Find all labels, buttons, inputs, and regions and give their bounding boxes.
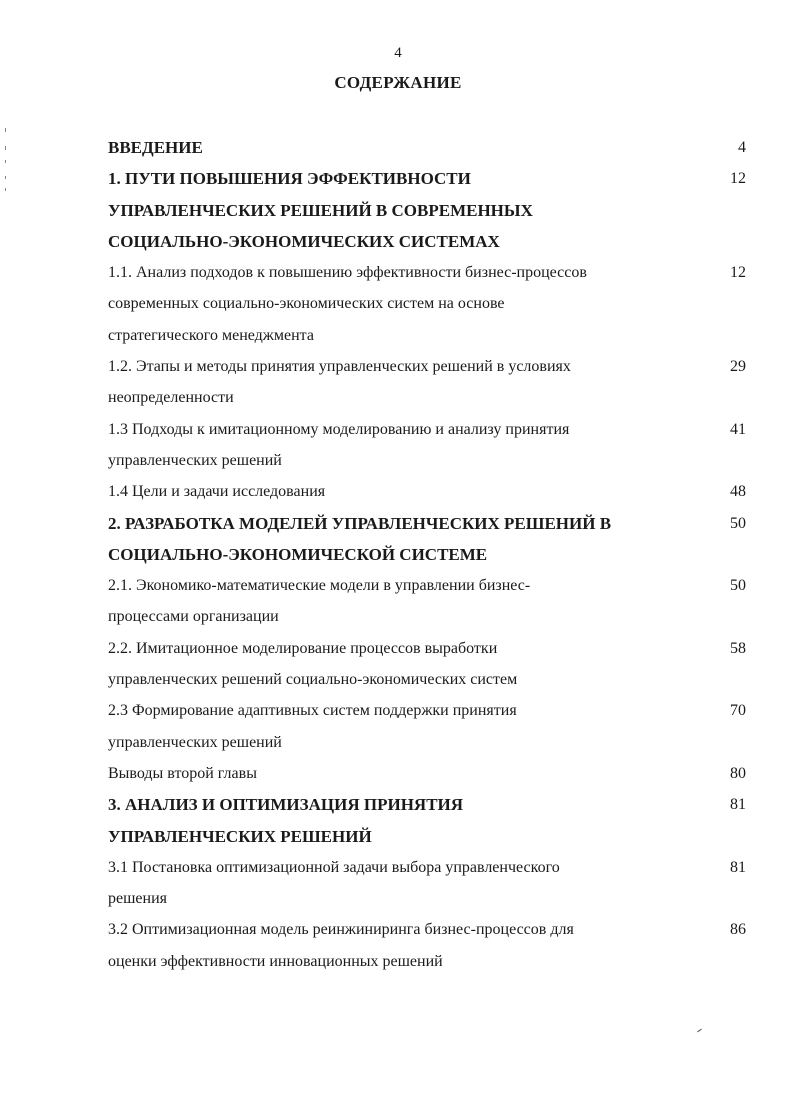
toc-entry [108, 695, 746, 758]
toc-entry [108, 414, 746, 477]
toc-entry-page-number: 41 [730, 420, 746, 438]
toc-entry-title-line: оценки эффективности инновационных решений [108, 952, 443, 970]
toc-entry-page-number: 80 [730, 764, 746, 782]
toc-entry-title-line: 3.1 Постановка оптимизационной задачи выбора управленческого [108, 858, 560, 876]
toc-entry-title-line: неопределенности [108, 389, 234, 407]
toc-entry-title-line: 2. РАЗРАБОТКА МОДЕЛЕЙ УПРАВЛЕНЧЕСКИХ РЕШЕНИЙ В [108, 513, 612, 533]
toc-entry-page-number: 81 [730, 796, 746, 814]
toc-entry [108, 633, 746, 696]
toc-entry-title-line: УПРАВЛЕНЧЕСКИХ РЕШЕНИЙ [108, 826, 372, 846]
toc-entry-title-line: Выводы второй главы [108, 764, 257, 782]
page-title: СОДЕРЖАНИЕ [334, 73, 462, 92]
toc-entry-page-number: 48 [730, 483, 746, 501]
toc-entry-page-number: 12 [730, 264, 746, 282]
page-number: 4 [394, 45, 402, 61]
scan-margin-mark [5, 176, 6, 179]
toc-entry [108, 758, 746, 789]
toc-entry [108, 257, 746, 351]
scan-margin-mark [5, 188, 6, 191]
toc-entry-title-line: современных социально-экономических систем на основе [108, 295, 505, 313]
toc-entry [108, 914, 746, 977]
toc-entry-title-line: управленческих решений социально-экономических систем [108, 671, 518, 689]
table-of-contents [108, 132, 746, 977]
toc-entry-page-number: 50 [730, 577, 746, 595]
toc-entry-title-line: 2.1. Экономико-математические модели в управлении бизнес- [108, 577, 531, 595]
toc-entry [108, 476, 746, 507]
toc-entry-page-number: 58 [730, 639, 746, 657]
toc-entry [108, 570, 746, 633]
toc-entry-title-line: процессами организации [108, 608, 279, 626]
scan-margin-mark [5, 128, 6, 132]
toc-entry-page-number: 81 [730, 858, 746, 876]
toc-entry-title-line: стратегического менеджмента [108, 326, 314, 344]
toc-entry-title-line: УПРАВЛЕНЧЕСКИХ РЕШЕНИЙ В СОВРЕМЕННЫХ [108, 200, 533, 220]
toc-entry-title-line: 1.3 Подходы к имитационному моделированию и анализу принятия [108, 420, 570, 438]
toc-entry [108, 789, 746, 852]
toc-entry-page-number: 12 [730, 170, 746, 188]
toc-entry-title-line: 1.4 Цели и задачи исследования [108, 483, 326, 501]
scan-corner-mark [697, 1029, 702, 1033]
toc-entry-title-line: 1.2. Этапы и методы принятия управленческих решений в условиях [108, 358, 571, 376]
toc-entry [108, 163, 746, 257]
toc-entry-page-number: 29 [730, 358, 746, 376]
toc-entry-title-line: 2.2. Имитационное моделирование процессов выработки [108, 639, 498, 657]
scan-margin-mark [5, 160, 6, 163]
scan-margin-mark [5, 146, 6, 150]
toc-entry-title-line: управленческих решений [108, 733, 282, 751]
toc-entry-page-number: 4 [738, 139, 746, 156]
toc-entry-title-line: 2.3 Формирование адаптивных систем поддержки принятия [108, 702, 517, 720]
toc-entry-page-number: 70 [730, 702, 746, 720]
toc-entry-title-line: ВВЕДЕНИЕ [108, 138, 203, 157]
toc-entry-page-number: 86 [730, 921, 746, 939]
toc-entry-title-line: 1.1. Анализ подходов к повышению эффективности бизнес-процессов [108, 264, 587, 282]
toc-entry [108, 852, 746, 915]
toc-entry-title-line: решения [108, 890, 168, 908]
toc-entry [108, 132, 746, 163]
toc-entry-title-line: 3.2 Оптимизационная модель реинжиниринга бизнес-процессов для [108, 921, 574, 939]
toc-entry-title-line: 3. АНАЛИЗ И ОПТИМИЗАЦИЯ ПРИНЯТИЯ [108, 795, 464, 815]
toc-entry [108, 351, 746, 414]
toc-entry-title-line: 1. ПУТИ ПОВЫШЕНИЯ ЭФФЕКТИВНОСТИ [108, 169, 471, 189]
toc-entry-title-line: СОЦИАЛЬНО-ЭКОНОМИЧЕСКОЙ СИСТЕМЕ [108, 544, 488, 564]
toc-entry-title-line: СОЦИАЛЬНО-ЭКОНОМИЧЕСКИХ СИСТЕМАХ [108, 231, 500, 251]
toc-entry-page-number: 50 [730, 514, 746, 532]
toc-entry [108, 508, 746, 571]
toc-entry-title-line: управленческих решений [108, 451, 282, 469]
